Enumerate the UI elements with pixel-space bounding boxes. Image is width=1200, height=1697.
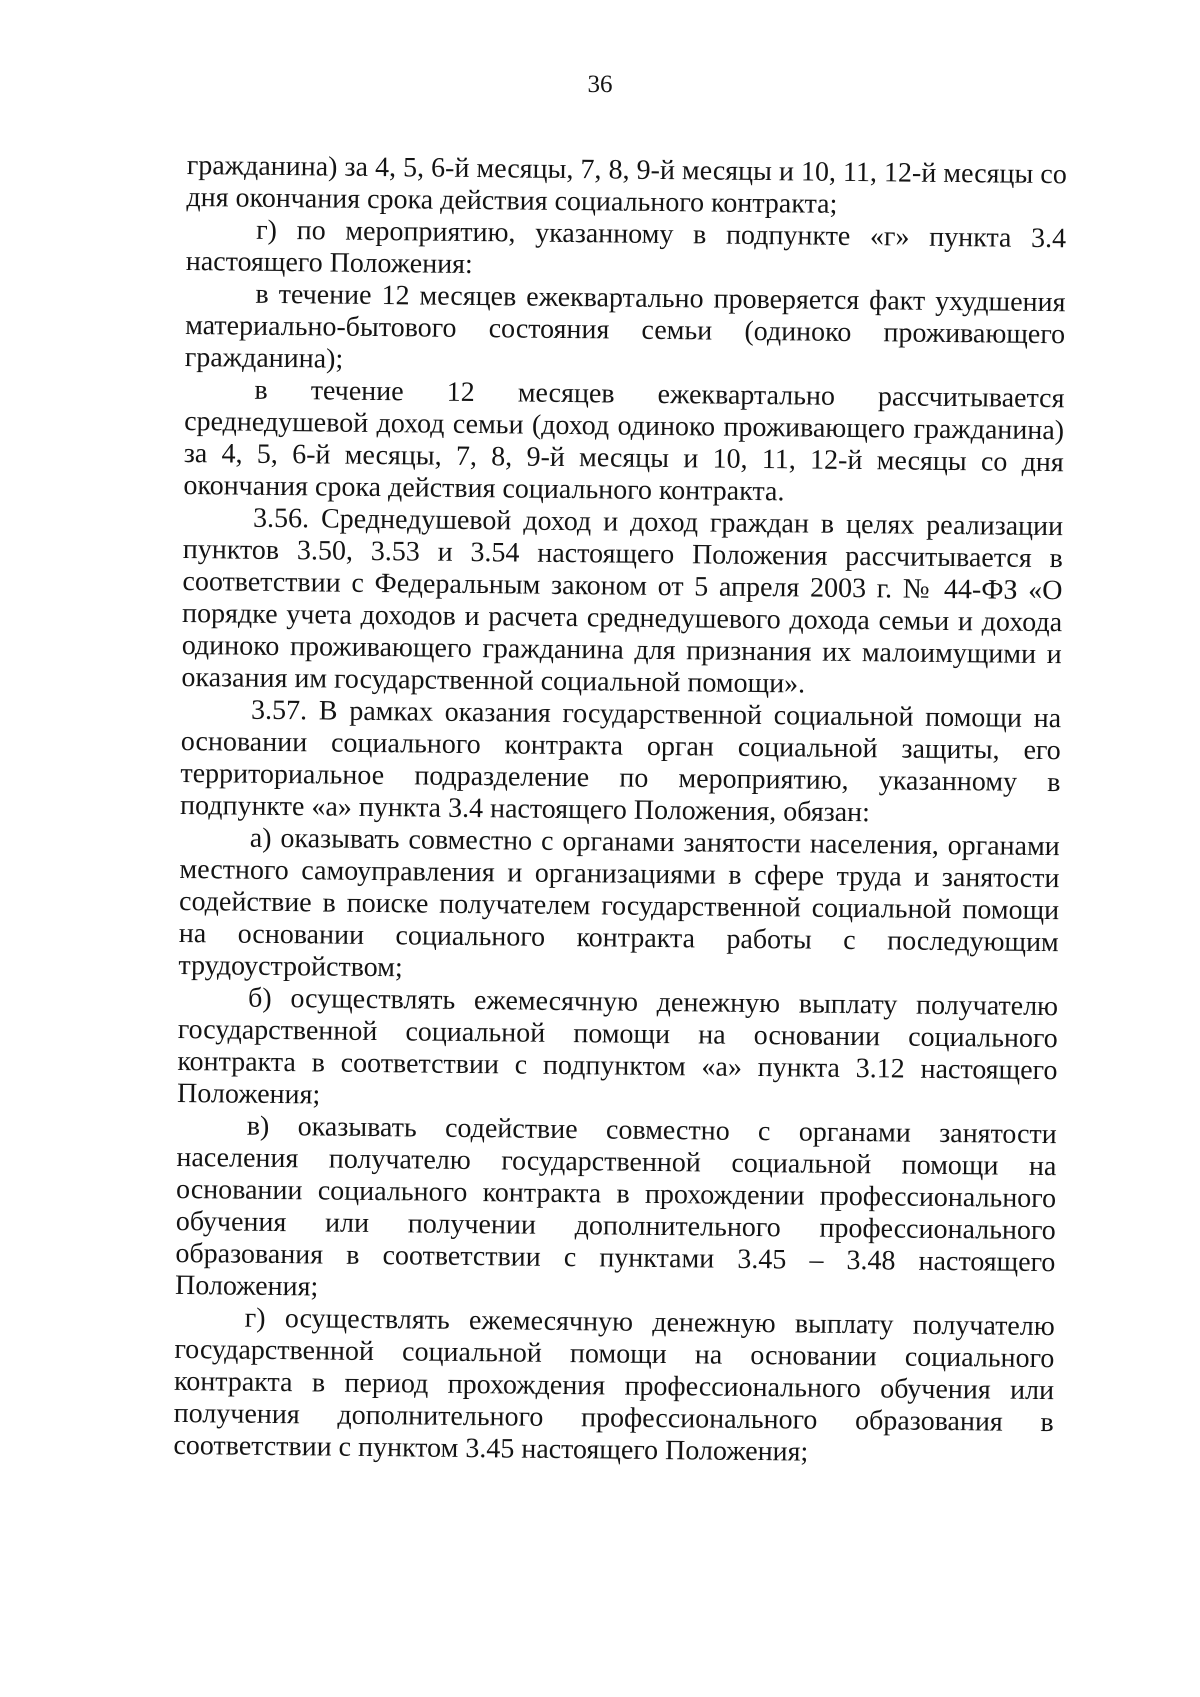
paragraph-quarterly-check: в течение 12 месяцев ежеквартально проверяется факт ухудшения материально-бытового состояния семьи (одиноко проживающего гражданина); bbox=[184, 278, 1066, 375]
paragraph-quarterly-income: в течение 12 месяцев ежеквартально рассчитывается среднедушевой доход семьи (доход одиноко проживающего гражданина) за 4, 5, 6-й месяцы, 7, 8, 9-й месяцы и 10, 11, 12-й месяцы со дня окончания срока действия социального контракта. bbox=[183, 374, 1065, 508]
paragraph-item-a: а) оказывать совместно с органами занятости населения, органами местного самоуправления и организациями в сфере труда и занятости содействие в поиске получателем государственной социальной помощи на основании социального контракта работы с последующим трудоустройством; bbox=[178, 822, 1060, 984]
page-number: 36 bbox=[587, 71, 613, 98]
paragraph-subpoint-g: г) по мероприятию, указанному в подпункте «г» пункта 3.4 настоящего Положения: bbox=[185, 214, 1067, 280]
paragraph-item-v: в) оказывать содействие совместно с органами занятости населения получателю государственной социальной помощи на основании социального контракта в прохождении профессионального обучения или получении дополнительного профессионального образования в соответствии с пунктами 3.45 – 3.48 настоящего Положения; bbox=[174, 1110, 1057, 1303]
paragraph-continuation: гражданина) за 4, 5, 6-й месяцы, 7, 8, 9-й месяцы и 10, 11, 12-й месяцы со дня окончания срока действия социального контракта; bbox=[186, 150, 1067, 220]
paragraph-3-57: 3.57. В рамках оказания государственной социальной помощи на основании социального контракта орган социальной защиты, его территориальное подразделение по мероприятию, указанному в подпункте «а» пункта 3.4 настоящего Положения, обязан: bbox=[179, 694, 1062, 829]
paragraph-item-g: г) осуществлять ежемесячную денежную выплату получателю государственной социальной помощи на основании социального контракта в период прохождения профессионального обучения или получения дополнительного профессионального образования в соответствии с пунктом 3.45 настоящего Положения; bbox=[173, 1302, 1055, 1468]
paragraph-item-b: б) осуществлять ежемесячную денежную выплату получателю государственной социальной помощи на основании социального контракта в соответствии с подпунктом «а» пункта 3.12 настоящего Положения; bbox=[176, 982, 1059, 1111]
document-body bbox=[173, 150, 1067, 1471]
paragraph-3-56: 3.56. Среднедушевой доход и доход граждан в целях реализации пунктов 3.50, 3.53 и 3.54 настоящего Положения рассчитывается в соответствии с Федеральным законом от 5 апреля 2003 г. № 44-ФЗ «О порядке учета доходов и расчета среднедушевого дохода семьи и дохода одиноко проживающего гражданина для признания их малоимущими и оказания им государственной социальной помощи». bbox=[181, 502, 1064, 700]
